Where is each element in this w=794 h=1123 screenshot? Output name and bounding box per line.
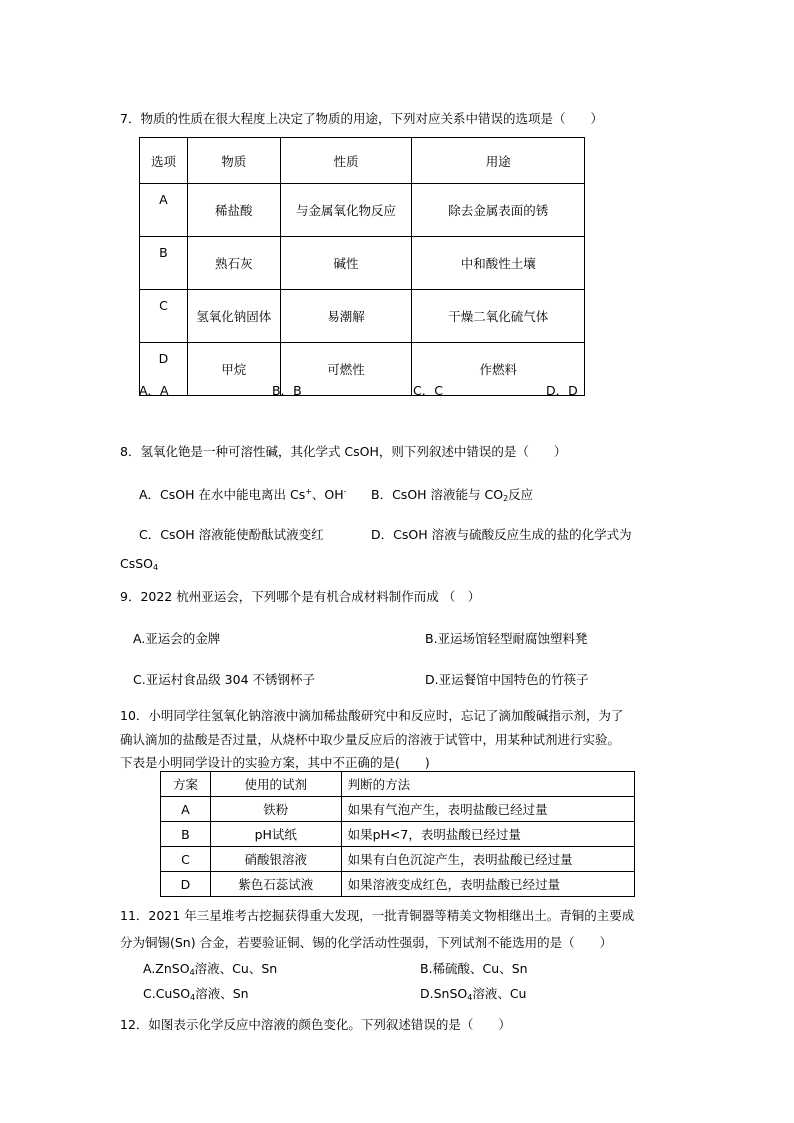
q7-table-header — [140, 138, 585, 184]
q7-cell: B — [140, 237, 188, 290]
q7-cell: C — [140, 290, 188, 343]
q7-option-b: B．B — [272, 383, 302, 398]
q8-option-a-charge: + — [305, 487, 312, 496]
q9-option-d: D.亚运餐馆中国特色的竹筷子 — [425, 672, 589, 687]
q10-table-row — [161, 822, 635, 847]
q10-table-row — [161, 847, 635, 872]
q11-option-c — [143, 984, 249, 1002]
q9-option-c: C.亚运村食品级 304 不锈钢杯子 — [133, 672, 316, 687]
q7-option-d: D．D — [546, 383, 578, 398]
q11-option-d-text: D.SnSO — [420, 986, 468, 1001]
q11-option-c-text-2: 溶液、Sn — [195, 986, 249, 1001]
q7-table-row — [140, 343, 585, 396]
q7-cell: D — [140, 343, 188, 396]
q8-option-a-text: A．CsOH 在水中能电离出 Cs — [139, 487, 306, 502]
q10-cell: A — [161, 797, 211, 822]
q9-stem: 9．2022 杭州亚运会，下列哪个是有机合成材料制作而成 （ ） — [120, 589, 481, 604]
q9-option-b: B.亚运场馆轻型耐腐蚀塑料凳 — [425, 631, 588, 646]
q8-option-a — [139, 485, 347, 503]
q7-option-a: A．A — [139, 383, 169, 398]
q8-option-c: C．CsOH 溶液能使酚酞试液变红 — [139, 527, 324, 542]
q7-cell: 熟石灰 — [187, 237, 280, 290]
q11-option-c-subscript: 4 — [190, 993, 196, 1002]
q11-option-a-text-2: 溶液、Cu、Sn — [194, 961, 278, 976]
q10-table — [160, 771, 635, 897]
q7-table-row — [140, 290, 585, 343]
q7-header-cell: 用途 — [412, 138, 585, 184]
q10-stem-line3: 下表是小明同学设计的实验方案，其中不正确的是( ) — [120, 755, 430, 770]
q10-cell: 铁粉 — [210, 797, 341, 822]
q7-stem: 7．物质的性质在很大程度上决定了物质的用途，下列对应关系中错误的选项是（ ） — [120, 111, 603, 126]
q7-cell: 稀盐酸 — [187, 184, 280, 237]
q7-cell: 中和酸性土壤 — [412, 237, 585, 290]
q7-cell: 易潮解 — [280, 290, 412, 343]
q10-cell: B — [161, 822, 211, 847]
q10-cell: 如果有气泡产生，表明盐酸已经过量 — [341, 797, 634, 822]
q8-option-b-text-2: 反应 — [508, 487, 534, 502]
q11-option-a-text: A.ZnSO — [143, 961, 190, 976]
q8-option-b-subscript: 2 — [503, 494, 509, 503]
q7-option-c: C．C — [413, 383, 443, 398]
q8-option-a-charge-2: - — [343, 487, 347, 496]
q7-header-cell: 选项 — [140, 138, 188, 184]
q7-table-row — [140, 184, 585, 237]
q10-cell: C — [161, 847, 211, 872]
q10-table-header — [161, 772, 635, 797]
q11-option-d-subscript: 4 — [467, 993, 473, 1002]
q11-option-a-subscript: 4 — [189, 968, 195, 977]
q7-cell: 可燃性 — [280, 343, 412, 396]
q7-cell: 氢氧化钠固体 — [187, 290, 280, 343]
q11-option-d-text-2: 溶液、Cu — [472, 986, 527, 1001]
q8-stem: 8．氢氧化铯是一种可溶性碱，其化学式 CsOH，则下列叙述中错误的是（ ） — [120, 444, 567, 459]
q10-stem-line2: 确认滴加的盐酸是否过量，从烧杯中取少量反应后的溶液于试管中，用某种试剂进行实验。 — [120, 732, 621, 747]
q7-table-row — [140, 237, 585, 290]
q10-cell: D — [161, 872, 211, 897]
q8-option-b-text: B．CsOH 溶液能与 CO — [371, 487, 504, 502]
q7-cell: 碱性 — [280, 237, 412, 290]
q11-stem-line2: 分为铜锡(Sn) 合金，若要验证铜、锡的化学活动性强弱，下列试剂不能选用的是（ ） — [120, 935, 613, 950]
q8-option-d-subscript: 4 — [153, 563, 159, 572]
q7-cell: 与金属氧化物反应 — [280, 184, 412, 237]
q7-header-cell: 性质 — [280, 138, 412, 184]
q9-option-a: A.亚运会的金牌 — [133, 631, 221, 646]
q10-table-row — [161, 797, 635, 822]
q7-cell: 甲烷 — [187, 343, 280, 396]
q7-header-cell: 物质 — [187, 138, 280, 184]
q11-option-d — [420, 984, 526, 1002]
q11-option-b: B.稀硫酸、Cu、Sn — [420, 961, 528, 976]
q10-cell: 如果pH<7，表明盐酸已经过量 — [341, 822, 634, 847]
q10-header-cell: 使用的试剂 — [210, 772, 341, 797]
q10-stem-line1: 10．小明同学往氢氧化钠溶液中滴加稀盐酸研究中和反应时，忘记了滴加酸碱指示剂，为了 — [120, 708, 624, 723]
q7-cell: 除去金属表面的锈 — [412, 184, 585, 237]
q7-cell: A — [140, 184, 188, 237]
q10-header-cell: 方案 — [161, 772, 211, 797]
q8-option-d-continued — [120, 556, 158, 572]
q12-stem: 12．如图表示化学反应中溶液的颜色变化。下列叙述错误的是（ ） — [120, 1017, 511, 1032]
q10-cell: 硝酸银溶液 — [210, 847, 341, 872]
q8-option-d: D．CsOH 溶液与硫酸反应生成的盐的化学式为 — [371, 527, 632, 542]
q11-option-c-text: C.CuSO — [143, 986, 191, 1001]
q8-option-d-formula: CsSO — [120, 556, 154, 571]
q8-option-a-text-2: 、OH — [311, 487, 344, 502]
q10-cell: pH试纸 — [210, 822, 341, 847]
q8-option-b — [371, 485, 533, 503]
q10-header-cell: 判断的方法 — [341, 772, 634, 797]
q10-cell: 如果有白色沉淀产生，表明盐酸已经过量 — [341, 847, 634, 872]
q7-cell: 干燥二氧化硫气体 — [412, 290, 585, 343]
q10-table-row — [161, 872, 635, 897]
q11-stem-line1: 11．2021 年三星堆考古挖掘获得重大发现，一批青铜器等精美文物相继出土。青铜的主要成 — [120, 908, 635, 923]
q10-cell: 如果溶液变成红色，表明盐酸已经过量 — [341, 872, 634, 897]
q10-cell: 紫色石蕊试液 — [210, 872, 341, 897]
q7-table — [139, 137, 585, 396]
q7-cell: 作燃料 — [412, 343, 585, 396]
q11-option-a — [143, 959, 277, 977]
